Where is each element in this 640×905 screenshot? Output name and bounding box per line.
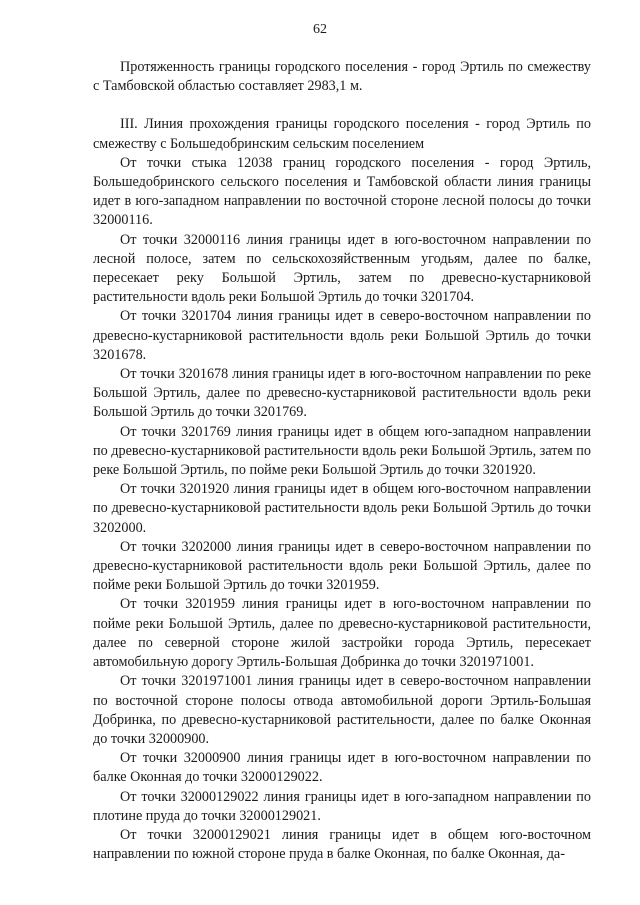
paragraph: От точки 32000129021 линия границы идет в общем юго-восточном направлении по южной стороне пруда в балке Оконная, по балке Оконная, да- [93, 826, 591, 863]
paragraph: От точки 3201704 линия границы идет в северо-восточном направлении по древесно-кустарниковой растительности вдоль реки Большой Эртиль до точки 3201678. [93, 308, 591, 363]
paragraph: От точки 3201971001 линия границы идет в северо-восточном направлении по восточной стороне полосы отвода автомобильной дороги Эртиль-Большая Добринка, по древесно-кустарниковой растительности, далее по балке Оконная до точки 32000900. [93, 673, 591, 747]
paragraph: От точки стыка 12038 границ городского поселения - город Эртиль, Большедобринского сельского поселения и Тамбовской области линия границы идет в юго-западном направлении по восточной стороне лесной полосы до точки 32000116. [93, 154, 591, 229]
page-number: 62 [313, 22, 327, 37]
paragraph: От точки 32000116 линия границы идет в юго-восточном направлении по лесной полосе, затем по сельскохозяйственным угодьям, далее по балке, пересекает реку Большой Эртиль, затем по древесно-кустарниковой растительности вдоль реки Большой Эртиль до точки 3201704. [93, 231, 591, 306]
paragraph: От точки 32000900 линия границы идет в юго-восточном направлении по балке Оконная до точки 32000129022. [93, 750, 591, 786]
paragraph: От точки 3201678 линия границы идет в юго-восточном направлении по реке Большой Эртиль, далее по древесно-кустарниковой растительности вдоль реки Большой Эртиль до точки 3201769. [93, 366, 591, 421]
paragraph: От точки 3201920 линия границы идет в общем юго-восточном направлении по древесно-кустарниковой растительности вдоль реки Большой Эртиль до точки 3202000. [93, 481, 591, 536]
document-body [93, 58, 591, 864]
paragraph: От точки 3201769 линия границы идет в общем юго-западном направлении по древесно-кустарниковой растительности вдоль реки Большой Эртиль, затем по реке Большой Эртиль, по пойме реки Большой Эртиль до точки 3201920. [93, 423, 591, 479]
paragraph: От точки 32000129022 линия границы идет в юго-западном направлении по плотине пруда до точки 32000129021. [93, 788, 591, 824]
paragraph: От точки 3202000 линия границы идет в северо-восточном направлении по древесно-кустарниковой растительности вдоль реки Большой Эртиль, далее по пойме реки Большой Эртиль до точки 3201959. [93, 538, 591, 594]
paragraph: От точки 3201959 линия границы идет в юго-восточном направлении по пойме реки Большой Эртиль, далее по древесно-кустарниковой растительности, далее по северной стороне жилой застройки города Эртиль, пересекает автомобильную дорогу Эртиль-Большая Добринка до точки 3201971001. [93, 596, 591, 671]
paragraph-length-summary: Протяженность границы городского поселения - город Эртиль по смежеству с Тамбовской областью составляет 2983,1 м. [93, 59, 591, 95]
section-heading-iii: III. Линия прохождения границы городского поселения - город Эртиль по смежеству с Большедобринским сельским поселением [93, 116, 591, 152]
